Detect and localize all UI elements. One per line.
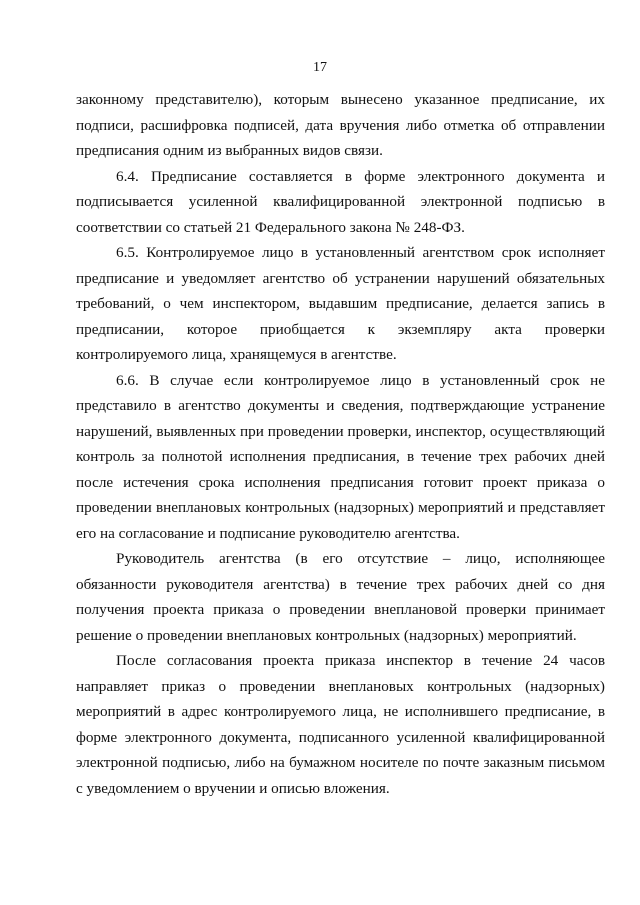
page-number: 17	[313, 60, 327, 75]
paragraph-6-4: 6.4. Предписание составляется в форме электронного документа и подписывается усиленной квалифицированной электронной подписью в соответствии со статьей 21 Федерального закона № 248-ФЗ.	[76, 167, 605, 236]
paragraph-continuation: законному представителю), которым вынесено указанное предписание, их подписи, расшифровка подписей, дата вручения либо отметка об отправлении предписания одним из выбранных видов связи.	[76, 91, 605, 159]
paragraph-6-6: 6.6. В случае если контролируемое лицо в установленный срок не представило в агентство документы и сведения, подтверждающие устранение нарушений, выявленных при проведении проверки, инспектор, осуществляющий контроль за полнотой исполнения предписания, в течение трех рабочих дней после истечения срока исполнения предписания готовит проект приказа о проведении внеплановых контрольных (надзорных) мероприятий и представляет его на согласование и подписание руководителю агентства.	[76, 371, 605, 542]
paragraph-order-sending: После согласования проекта приказа инспектор в течение 24 часов направляет приказ о проведении внеплановых контрольных (надзорных) мероприятий в адрес контролируемого лица, не исполнившего предписание, в форме электронного документа, подписанного усиленной квалифицированной электронной подписью, либо на бумажном носителе по почте заказным письмом с уведомлением о вручении и описью вложения.	[76, 652, 605, 797]
document-body	[76, 87, 605, 801]
paragraph-head-decision: Руководитель агентства (в его отсутствие – лицо, исполняющее обязанности руководителя агентства) в течение трех рабочих дней со дня получения проекта приказа о проведении внеплановой проверки принимает решение о проведении внеплановых контрольных (надзорных) мероприятий.	[76, 550, 605, 644]
paragraph-6-5: 6.5. Контролируемое лицо в установленный агентством срок исполняет предписание и уведомляет агентство об устранении нарушений обязательных требований, о чем инспектором, выдавшим предписание, делается запись в предписании, которое приобщается к экземпляру акта проверки контролируемого лица, хранящемуся в агентстве.	[76, 244, 605, 363]
